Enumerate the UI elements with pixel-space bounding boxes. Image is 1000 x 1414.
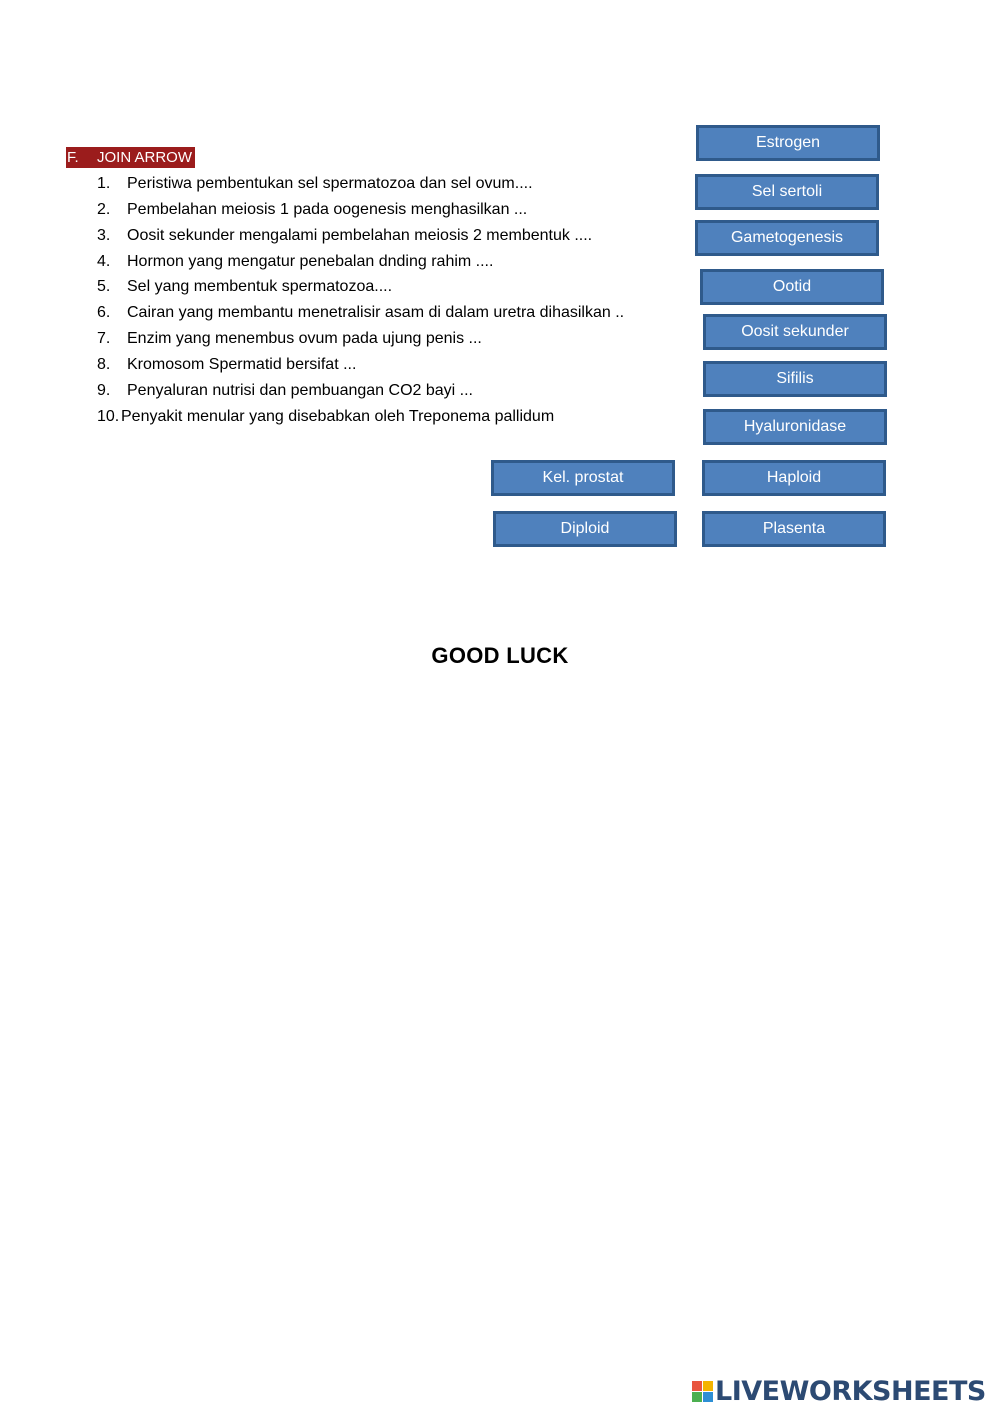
question-text: Penyaluran nutrisi dan pembuangan CO2 bayi ... [127, 382, 473, 399]
question-number: 9. [97, 382, 111, 399]
answer-box-ootid[interactable]: Ootid [700, 269, 884, 305]
answer-box-haploid[interactable]: Haploid [702, 460, 886, 496]
answer-box-plasenta[interactable]: Plasenta [702, 511, 886, 547]
question-text: Oosit sekunder mengalami pembelahan meiosis 2 membentuk .... [127, 227, 593, 244]
question-text: Enzim yang menembus ovum pada ujung penis ... [127, 330, 482, 347]
answer-box-gametogenesis[interactable]: Gametogenesis [695, 220, 879, 256]
question-number: 3. [97, 227, 111, 244]
section-header [66, 147, 195, 168]
question-number: 4. [97, 253, 111, 270]
closing-text: GOOD LUCK [431, 643, 569, 668]
question-text: Hormon yang mengatur penebalan dnding rahim .... [127, 253, 494, 270]
answer-box-estrogen[interactable]: Estrogen [696, 125, 880, 161]
question-text: Kromosom Spermatid bersifat ... [127, 356, 357, 373]
question-text: Pembelahan meiosis 1 pada oogenesis menghasilkan ... [127, 201, 528, 218]
question-text: Peristiwa pembentukan sel spermatozoa dan sel ovum.... [127, 175, 533, 192]
answer-box-sel-sertoli[interactable]: Sel sertoli [695, 174, 879, 210]
question-number: 10. [97, 408, 120, 425]
answer-box-hyaluronidase[interactable]: Hyaluronidase [703, 409, 887, 445]
footer-logo [692, 1376, 986, 1406]
brand-name: LIVEWORKSHEETS [715, 1375, 986, 1407]
question-text: Sel yang membentuk spermatozoa.... [127, 278, 393, 295]
answer-box-oosit-sekunder[interactable]: Oosit sekunder [703, 314, 887, 350]
section-title: JOIN ARROW [97, 149, 193, 166]
question-number: 5. [97, 278, 111, 295]
question-text: Penyakit menular yang disebabkan oleh Treponema pallidum [121, 408, 555, 425]
question-number: 2. [97, 201, 111, 218]
question-text: Cairan yang membantu menetralisir asam di dalam uretra dihasilkan .. [127, 304, 625, 321]
question-number: 8. [97, 356, 111, 373]
answer-box-diploid[interactable]: Diploid [493, 511, 677, 547]
question-number: 1. [97, 175, 111, 192]
section-letter: F. [67, 149, 79, 166]
question-number: 6. [97, 304, 111, 321]
liveworksheets-logo-icon [692, 1381, 713, 1402]
answer-box-kel-prostat[interactable]: Kel. prostat [491, 460, 675, 496]
question-number: 7. [97, 330, 111, 347]
answer-box-sifilis[interactable]: Sifilis [703, 361, 887, 397]
